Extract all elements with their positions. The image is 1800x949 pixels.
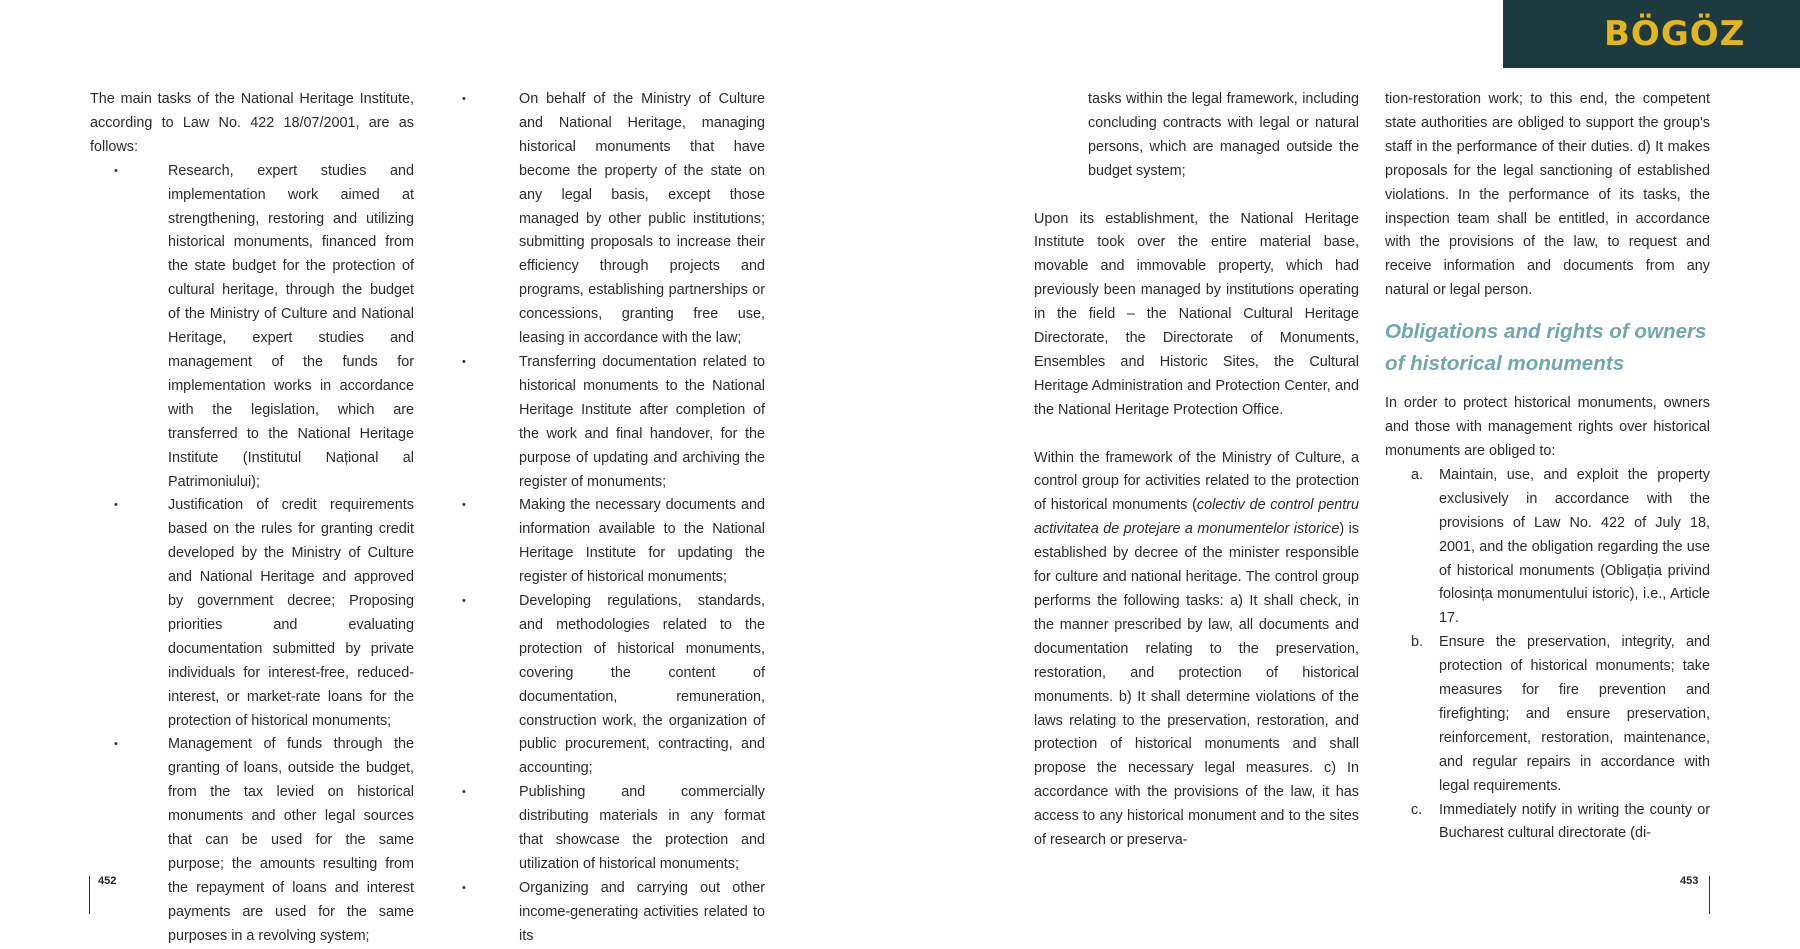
list-item: • Management of funds through the granting of loans, outside the budget, from the tax levied on historical monuments and other legal sources that can be used for the same purpose; the amounts resulting from the repayment of loans and interest payments are used for the same purposes in a revolving system;	[114, 733, 414, 948]
left-page-column-1	[90, 88, 414, 949]
header-title: BÖGÖZ	[1604, 14, 1746, 54]
right-page-column-1	[1034, 88, 1359, 853]
list-item: • Justification of credit requirements based on the rules for granting credit developed by the Ministry of Culture and National Heritage and approved by government decree; Proposing priorities and evaluating documentation submitted by private individuals for interest-free, reduced-interest, or market-rate loans for the protection of historical monuments;	[114, 494, 414, 733]
list-marker: b.	[1411, 634, 1424, 651]
list-text: Ensure the preservation, integrity, and protection of historical monuments; take measures for fire prevention and firefighting; and ensure preservation, reinforcement, restoration, maintenance, and regular repairs in accordance with legal requirements.	[1439, 634, 1710, 794]
left-footer-rule	[89, 876, 90, 914]
list-item	[1385, 464, 1710, 631]
list-marker: a.	[1411, 466, 1424, 483]
list-item: • Making the necessary documents and information available to the National Heritage Institute for updating the register of historical monuments;	[465, 494, 765, 590]
left-page-column-2	[465, 88, 765, 949]
control-group-paragraph	[1034, 447, 1359, 853]
control-text-start: Within the framework of the Ministry of Culture, a control group for activities related to the protection of historical monuments (	[1034, 449, 1359, 514]
control-group-continued: tion-restoration work; to this end, the competent state authorities are obliged to support the group's staff in the performance of their duties. d) It makes proposals for the legal sanctioning of established violations. In the performance of its tasks, the inspection team shall be entitled, in accordance with the provisions of the law, to request and receive information and documents from any natural or legal person.	[1385, 91, 1710, 299]
control-text-end: ) is established by decree of the minister responsible for culture and national heritage. The control group performs the following tasks: a) It shall check, in the manner prescribed by law, all documents and documentation relating to the preservation, restoration, and protection of historical monuments. b) It shall determine violations of the laws relating to the preservation, restoration, and protection of historical monuments and shall propose the necessary legal measures. c) In accordance with the provisions of the law, it has access to any historical monument and to the sites of research or preserva-	[1034, 521, 1359, 849]
section-heading: Obligations and rights of owners of historical monuments	[1385, 320, 1707, 376]
list-marker: c.	[1411, 801, 1423, 818]
list-item: • On behalf of the Ministry of Culture and National Heritage, managing historical monuments that have become the property of the state on any legal basis, except those managed by other public institutions; submitting proposals to increase their efficiency through projects and programs, establishing partnerships or concessions, granting free use, leasing in accordance with the law;	[465, 88, 765, 351]
control-text-romanian: colectiv de control pentru activitatea de protejare a monumentelor istorice	[1034, 497, 1359, 538]
list-text: Maintain, use, and exploit the property exclusively in accordance with the provisions of Law No. 422 of July 18, 2001, and the obligation regarding the use of historical monuments (Obligația privind folosința monumentului istoric), i.e., Article 17.	[1439, 466, 1710, 627]
right-footer-rule	[1709, 876, 1710, 914]
continued-task: tasks within the legal framework, including concluding contracts with legal or natural persons, which are managed outside the budget system;	[1088, 91, 1359, 179]
establishment-paragraph: Upon its establishment, the National Heritage Institute took over the entire material base, movable and immovable property, which had previously been managed by institutions operating in the field – the National Cultural Heritage Directorate, the Directorate of Monuments, Ensembles and Historic Sites, the Cultural Heritage Administration and Protection Center, and the National Heritage Protection Office.	[1034, 210, 1359, 418]
list-item: • Developing regulations, standards, and methodologies related to the protection of historical monuments, covering the content of documentation, remuneration, construction work, the organization of public procurement, contracting, and accounting;	[465, 590, 765, 781]
header-banner	[1503, 0, 1800, 68]
list-item	[1385, 631, 1710, 798]
owners-intro: In order to protect historical monuments, owners and those with management rights over historical monuments are obliged to:	[1385, 395, 1710, 459]
right-page-number: 453	[1680, 875, 1699, 887]
list-item: • Publishing and commercially distributing materials in any format that showcase the protection and utilization of historical monuments;	[465, 781, 765, 877]
list-text: Immediately notify in writing the county or Bucharest cultural directorate (di-	[1439, 801, 1710, 842]
list-item: • Organizing and carrying out other income-generating activities related to its	[465, 877, 765, 949]
right-page-column-2	[1385, 88, 1710, 846]
list-item	[1385, 799, 1710, 847]
left-page-number: 452	[98, 875, 117, 887]
list-item: • Transferring documentation related to historical monuments to the National Heritage Institute after completion of the work and final handover, for the purpose of updating and archiving the register of monuments;	[465, 351, 765, 494]
tasks-list-1	[114, 160, 414, 949]
tasks-list-2	[465, 88, 765, 949]
obligations-list	[1385, 464, 1710, 847]
list-item: • Research, expert studies and implementation work aimed at strengthening, restoring and utilizing historical monuments, financed from the state budget for the protection of cultural heritage, through the budget of the Ministry of Culture and National Heritage, expert studies and management of the funds for implementation works in accordance with the legislation, which are transferred to the National Heritage Institute (Institutul Național al Patrimoniului);	[114, 160, 414, 495]
intro-paragraph: The main tasks of the National Heritage Institute, according to Law No. 422 18/07/2001, are as follows:	[90, 91, 414, 155]
